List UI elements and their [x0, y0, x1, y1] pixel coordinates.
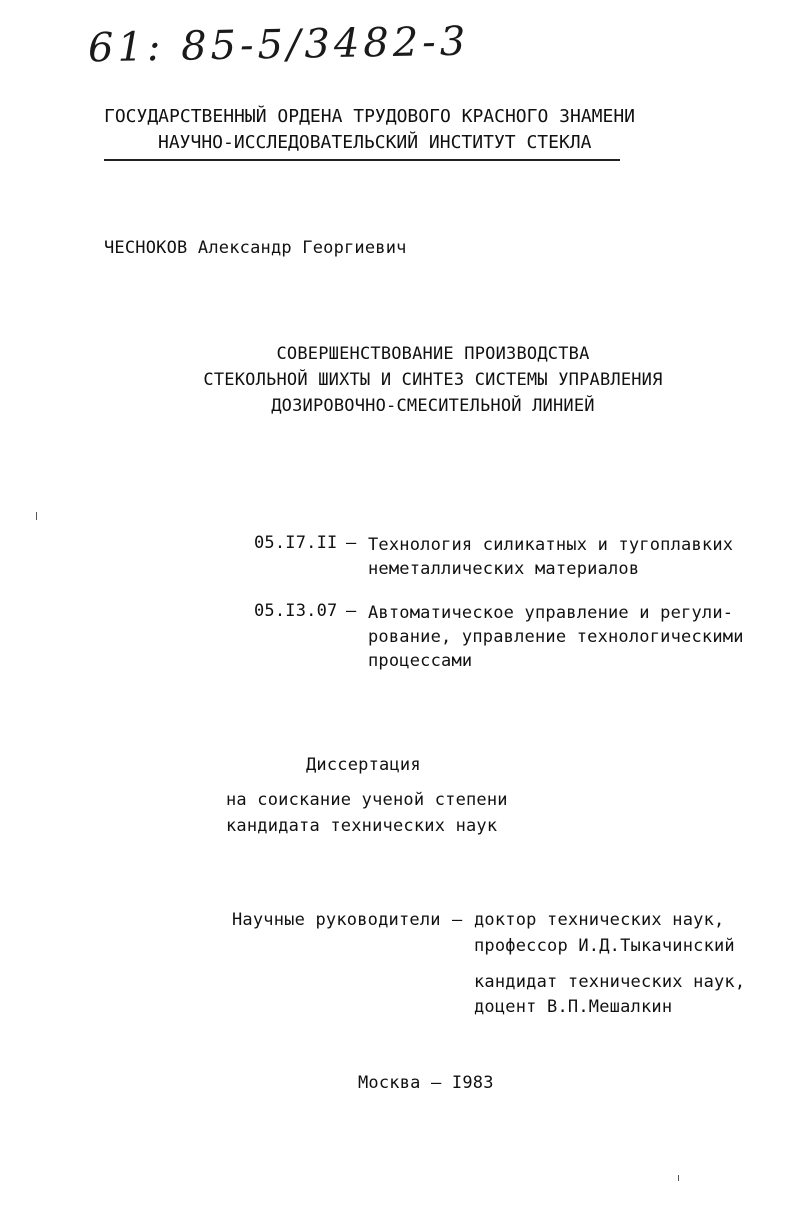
supervisor-2-degree: кандидат технических наук, [474, 972, 746, 992]
specialty-2-line-3: процессами [368, 651, 473, 671]
specialty-2-line-1: Автоматическое управление и регули- [368, 603, 734, 623]
dissertation-title [0, 341, 792, 419]
archive-code: 61: 85-5/3482-3 [87, 18, 470, 72]
city-year: Москва – I983 [358, 1073, 494, 1093]
scan-speck [36, 512, 37, 520]
title-line-2: СТЕКОЛЬНОЙ ШИХТЫ И СИНТЕЗ СИСТЕМЫ УПРАВЛЕНИЯ [203, 370, 663, 390]
institute-line-2: НАУЧНО-ИССЛЕДОВАТЕЛЬСКИЙ ИНСТИТУТ СТЕКЛА [158, 132, 592, 153]
supervisors-dash: – [452, 910, 463, 930]
title-line-1: СОВЕРШЕНСТВОВАНИЕ ПРОИЗВОДСТВА [276, 344, 590, 364]
supervisor-1-name: профессор И.Д.Тыкачинский [474, 936, 735, 956]
specialty-1-line-2: неметаллических материалов [368, 559, 640, 579]
header-rule [104, 159, 620, 161]
specialty-2-code: 05.I3.07 [254, 601, 338, 621]
institute-line-1: ГОСУДАРСТВЕННЫЙ ОРДЕНА ТРУДОВОГО КРАСНОГО ЗНАМЕНИ [104, 106, 636, 127]
supervisor-1-degree: доктор технических наук, [474, 910, 725, 930]
degree-line-1: на соискание ученой степени [226, 790, 508, 810]
dissertation-heading: Диссертация [306, 755, 421, 775]
specialty-1-line-1: Технология силикатных и тугоплавких [368, 535, 734, 555]
supervisor-2-name: доцент В.П.Мешалкин [474, 997, 673, 1017]
degree-line-2: кандидата технических наук [226, 816, 498, 836]
specialty-2-dash: – [346, 601, 357, 621]
title-line-3: ДОЗИРОВОЧНО-СМЕСИТЕЛЬНОЙ ЛИНИЕЙ [271, 396, 595, 416]
specialty-2-line-2: рование, управление технологическими [368, 627, 744, 647]
author-name: ЧЕСНОКОВ Александр Георгиевич [104, 238, 407, 258]
specialty-1-code: 05.I7.II [254, 533, 338, 553]
scan-speck [678, 1175, 679, 1181]
supervisors-label: Научные руководители [232, 910, 441, 930]
specialty-1-dash: – [346, 533, 357, 553]
